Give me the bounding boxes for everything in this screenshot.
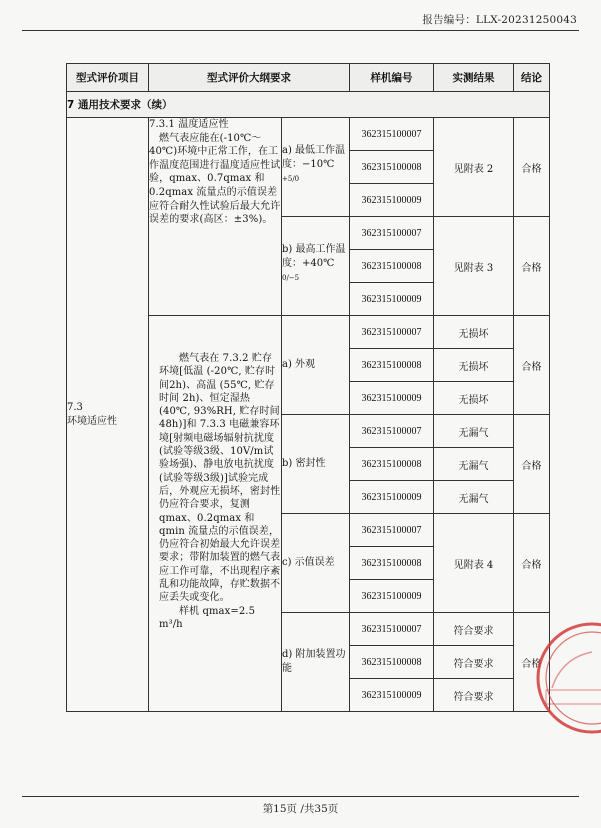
sample-number: 362315100007 [350, 118, 434, 151]
item-name: 环境适应性 [67, 415, 117, 427]
condition-low-temp: a) 最低工作温度：−10℃ $^{+5/0}$ [282, 118, 350, 217]
result-low-temp: 见附表 2 [434, 118, 514, 217]
evaluation-table [66, 63, 550, 712]
header-requirement: 型式评价大纲要求 [149, 64, 350, 92]
sample-number: 362315100008 [350, 646, 434, 679]
conclusion-indication-error: 合格 [514, 514, 550, 613]
page-footer: 第15页 /共35页 [262, 803, 339, 815]
requirement-storage [149, 316, 282, 712]
result-cell: 无损坏 [434, 382, 514, 415]
sample-number: 362315100009 [350, 580, 434, 613]
sample-number: 362315100009 [350, 481, 434, 514]
sample-number: 362315100009 [350, 679, 434, 712]
sample-number: 362315100008 [350, 547, 434, 580]
result-indication-error: 见附表 4 [434, 514, 514, 613]
sample-number: 362315100007 [350, 415, 434, 448]
sample-number: 362315100008 [350, 250, 434, 283]
sample-number: 362315100009 [350, 184, 434, 217]
table-header-row [67, 64, 550, 92]
header-result: 实测结果 [434, 64, 514, 92]
report-number: 报告编号：LLX-20231250043 [422, 14, 577, 26]
section-title: 7 通用技术要求（续） [67, 92, 550, 118]
sample-number: 362315100007 [350, 217, 434, 250]
sample-number: 362315100008 [350, 151, 434, 184]
result-cell: 无漏气 [434, 481, 514, 514]
result-high-temp: 见附表 3 [434, 217, 514, 316]
condition-sealing: b) 密封性 [282, 415, 350, 514]
section-row [67, 92, 550, 118]
header-rule [22, 30, 579, 31]
tolerance-high: 0/−5 [282, 273, 300, 282]
condition-auxiliary-device: d) 附加装置功能 [282, 613, 350, 712]
sample-flow: 样机 qmax=2.5 m³/h [159, 605, 256, 630]
condition-indication-error: c) 示值误差 [282, 514, 350, 613]
sample-number: 362315100009 [350, 382, 434, 415]
condition-appearance: a) 外观 [282, 316, 350, 415]
sample-number: 362315100009 [350, 283, 434, 316]
header-project: 型式评价项目 [67, 64, 149, 92]
sample-number: 362315100007 [350, 514, 434, 547]
sample-number: 362315100007 [350, 613, 434, 646]
item-label [67, 118, 149, 712]
condition-high-temp: b) 最高工作温度：+40℃ $^{0/-5}$ [282, 217, 350, 316]
header-sample: 样机编号 [350, 64, 434, 92]
requirement-title: 7.3.1 温度适应性 [149, 119, 229, 130]
sample-number: 362315100007 [350, 316, 434, 349]
sample-number: 362315100008 [350, 448, 434, 481]
conclusion-low-temp: 合格 [514, 118, 550, 217]
result-cell: 无损坏 [434, 349, 514, 382]
result-cell: 符合要求 [434, 646, 514, 679]
sample-number: 362315100008 [350, 349, 434, 382]
result-cell: 无漏气 [434, 415, 514, 448]
result-cell: 无损坏 [434, 316, 514, 349]
table-row [67, 118, 550, 151]
conclusion-appearance: 合格 [514, 316, 550, 415]
result-cell: 无漏气 [434, 448, 514, 481]
header-conclusion: 结论 [514, 64, 550, 92]
result-cell: 符合要求 [434, 613, 514, 646]
requirement-text: 燃气表在 7.3.2 贮存环境[低温 (-20℃, 贮存时间2h)、高温 (55℃, 贮存时间 2h)、恒定湿热 (40℃, 93%RH, 贮存时间 48h)]和 7.3.3 电磁兼容环境[射频电磁场辐射抗扰度 (试验等级3级、10V/m试验场强)、静电放电抗扰度 (试验等级3级)]试验完成后，外观应无损坏，密封性仍应符合要求，复测 qmax、0.2qmax 和 qmin 流量点的示值误差，仍应符合初始最大允许误差要求；带附加装置的燃气表应工作可靠，不出现程序紊乱和功能故障，存贮数据不应丢失或变化。 [159, 353, 281, 604]
result-cell: 符合要求 [434, 679, 514, 712]
item-number: 7.3 [67, 401, 83, 413]
tolerance-low: +5/0 [282, 174, 300, 183]
requirement-text: 燃气表应能在(-10℃～40℃)环境中正常工作，在工作温度范围进行温度适应性试验，qmax、0.7qmax 和 0.2qmax 流量点的示值误差应符合耐久性试验后最大允许误差的要求(高区：±3%)。 [149, 132, 281, 226]
conclusion-high-temp: 合格 [514, 217, 550, 316]
conclusion-auxiliary-device: 合格 [514, 613, 550, 712]
requirement-temperature [149, 118, 282, 316]
conclusion-sealing: 合格 [514, 415, 550, 514]
footer-rule [22, 796, 579, 797]
